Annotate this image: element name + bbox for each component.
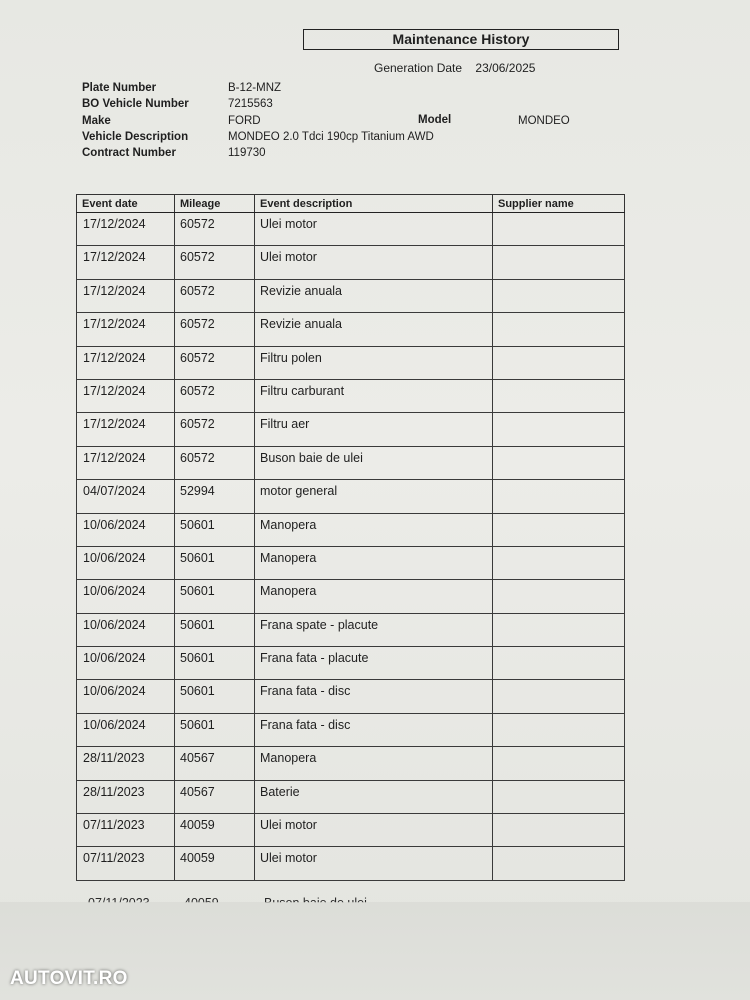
cell-event-date: 28/11/2023 — [77, 747, 175, 780]
plate-number-label: Plate Number — [82, 82, 157, 94]
cell-mileage: 50601 — [175, 613, 255, 646]
cell-event-date: 07/11/2023 — [77, 847, 175, 880]
table-row — [77, 379, 625, 412]
cell-supplier-name — [493, 613, 625, 646]
cell-event-description: motor general — [255, 480, 493, 513]
table-row — [77, 580, 625, 613]
table-row — [77, 680, 625, 713]
cell-event-date: 17/12/2024 — [77, 446, 175, 479]
table-row — [77, 814, 625, 847]
cell-event-description: Frana fata - placute — [255, 647, 493, 680]
cell-event-date: 04/07/2024 — [77, 480, 175, 513]
cell-event-description: Frana spate - placute — [255, 613, 493, 646]
header-mileage: Mileage — [175, 195, 255, 213]
make-value: FORD — [228, 115, 261, 127]
table-row — [77, 713, 625, 746]
cell-event-description: Ulei motor — [255, 847, 493, 880]
plate-number-value: B-12-MNZ — [228, 82, 282, 94]
cell-event-date: 17/12/2024 — [77, 413, 175, 446]
cell-event-date: 17/12/2024 — [77, 346, 175, 379]
cell-mileage: 50601 — [175, 647, 255, 680]
cell-mileage: 50601 — [175, 580, 255, 613]
cell-event-date: 17/12/2024 — [77, 213, 175, 246]
cell-mileage: 40059 — [175, 847, 255, 880]
cell-mileage: 40059 — [175, 814, 255, 847]
table-row — [77, 613, 625, 646]
cell-supplier-name — [493, 647, 625, 680]
cell-event-description: Filtru polen — [255, 346, 493, 379]
table-header-row — [77, 195, 625, 213]
cell-mileage: 60572 — [175, 446, 255, 479]
cell-mileage: 60572 — [175, 246, 255, 279]
cell-supplier-name — [493, 446, 625, 479]
cell-event-date: 17/12/2024 — [77, 279, 175, 312]
cell-event-description: Manopera — [255, 580, 493, 613]
cell-event-date: 10/06/2024 — [77, 580, 175, 613]
table-row — [77, 647, 625, 680]
cell-event-description: Filtru carburant — [255, 379, 493, 412]
bo-vehicle-number-value: 7215563 — [228, 98, 273, 110]
table-body — [77, 213, 625, 881]
table-row — [77, 246, 625, 279]
cell-supplier-name — [493, 713, 625, 746]
cell-event-description: Manopera — [255, 747, 493, 780]
cell-supplier-name — [493, 747, 625, 780]
cell-mileage: 40567 — [175, 780, 255, 813]
cell-mileage: 60572 — [175, 346, 255, 379]
cell-mileage: 50601 — [175, 513, 255, 546]
cell-supplier-name — [493, 379, 625, 412]
cell-event-description: Baterie — [255, 780, 493, 813]
cell-event-date: 17/12/2024 — [77, 313, 175, 346]
cell-event-date: 17/12/2024 — [77, 379, 175, 412]
generation-date-value: 23/06/2025 — [475, 61, 536, 75]
cell-event-description: Manopera — [255, 546, 493, 579]
cell-event-date: 10/06/2024 — [77, 546, 175, 579]
cell-event-description: Ulei motor — [255, 213, 493, 246]
cell-mileage: 60572 — [175, 313, 255, 346]
cell-event-date: 07/11/2023 — [77, 814, 175, 847]
vehicle-description-value: MONDEO 2.0 Tdci 190cp Titanium AWD — [228, 131, 434, 143]
document-title: Maintenance History — [303, 29, 619, 50]
header-event-description: Event description — [255, 195, 493, 213]
cell-mileage: 60572 — [175, 413, 255, 446]
cell-supplier-name — [493, 513, 625, 546]
table-row — [77, 313, 625, 346]
bo-vehicle-number-label: BO Vehicle Number — [82, 98, 189, 110]
table-row — [77, 480, 625, 513]
cell-event-description: Buson baie de ulei — [255, 446, 493, 479]
cell-supplier-name — [493, 346, 625, 379]
cell-supplier-name — [493, 213, 625, 246]
cell-supplier-name — [493, 313, 625, 346]
vehicle-description-label: Vehicle Description — [82, 131, 189, 143]
cell-event-date: 28/11/2023 — [77, 780, 175, 813]
table-row — [77, 847, 625, 880]
table-row — [77, 346, 625, 379]
cell-supplier-name — [493, 580, 625, 613]
cell-event-description: Revizie anuala — [255, 279, 493, 312]
cell-supplier-name — [493, 546, 625, 579]
model-value: MONDEO — [518, 115, 570, 127]
cell-event-description: Manopera — [255, 513, 493, 546]
cell-mileage: 60572 — [175, 279, 255, 312]
table-row — [77, 413, 625, 446]
table-row — [77, 279, 625, 312]
cell-mileage: 60572 — [175, 213, 255, 246]
contract-number-value: 119730 — [228, 147, 266, 159]
cell-event-description: Frana fata - disc — [255, 713, 493, 746]
cell-event-date: 17/12/2024 — [77, 246, 175, 279]
table-row — [77, 780, 625, 813]
cell-event-date: 10/06/2024 — [77, 513, 175, 546]
generation-date — [374, 61, 535, 75]
autovit-logo: AUTOVIT.RO — [10, 968, 128, 989]
table-row — [77, 213, 625, 246]
cell-event-description: Frana fata - disc — [255, 680, 493, 713]
cell-event-date: 10/06/2024 — [77, 647, 175, 680]
make-label: Make — [82, 115, 111, 127]
cell-mileage: 50601 — [175, 713, 255, 746]
cell-supplier-name — [493, 246, 625, 279]
cell-supplier-name — [493, 413, 625, 446]
cell-mileage: 50601 — [175, 680, 255, 713]
cell-mileage: 40567 — [175, 747, 255, 780]
cell-supplier-name — [493, 680, 625, 713]
cell-event-description: Ulei motor — [255, 246, 493, 279]
table-row — [77, 546, 625, 579]
generation-date-label: Generation Date — [374, 61, 463, 75]
cell-supplier-name — [493, 279, 625, 312]
cell-event-description: Revizie anuala — [255, 313, 493, 346]
cell-event-date: 10/06/2024 — [77, 713, 175, 746]
model-label: Model — [418, 114, 452, 126]
cell-event-description: Ulei motor — [255, 814, 493, 847]
table-row — [77, 513, 625, 546]
cell-supplier-name — [493, 480, 625, 513]
cell-event-date: 10/06/2024 — [77, 680, 175, 713]
cell-supplier-name — [493, 847, 625, 880]
maintenance-table — [76, 194, 625, 881]
cell-event-date: 10/06/2024 — [77, 613, 175, 646]
table-row — [77, 747, 625, 780]
cell-supplier-name — [493, 814, 625, 847]
table-row — [77, 446, 625, 479]
contract-number-label: Contract Number — [82, 147, 176, 159]
header-supplier-name: Supplier name — [493, 195, 625, 213]
cell-supplier-name — [493, 780, 625, 813]
cell-mileage: 60572 — [175, 379, 255, 412]
cell-event-description: Filtru aer — [255, 413, 493, 446]
header-event-date: Event date — [77, 195, 175, 213]
cell-mileage: 50601 — [175, 546, 255, 579]
cell-mileage: 52994 — [175, 480, 255, 513]
